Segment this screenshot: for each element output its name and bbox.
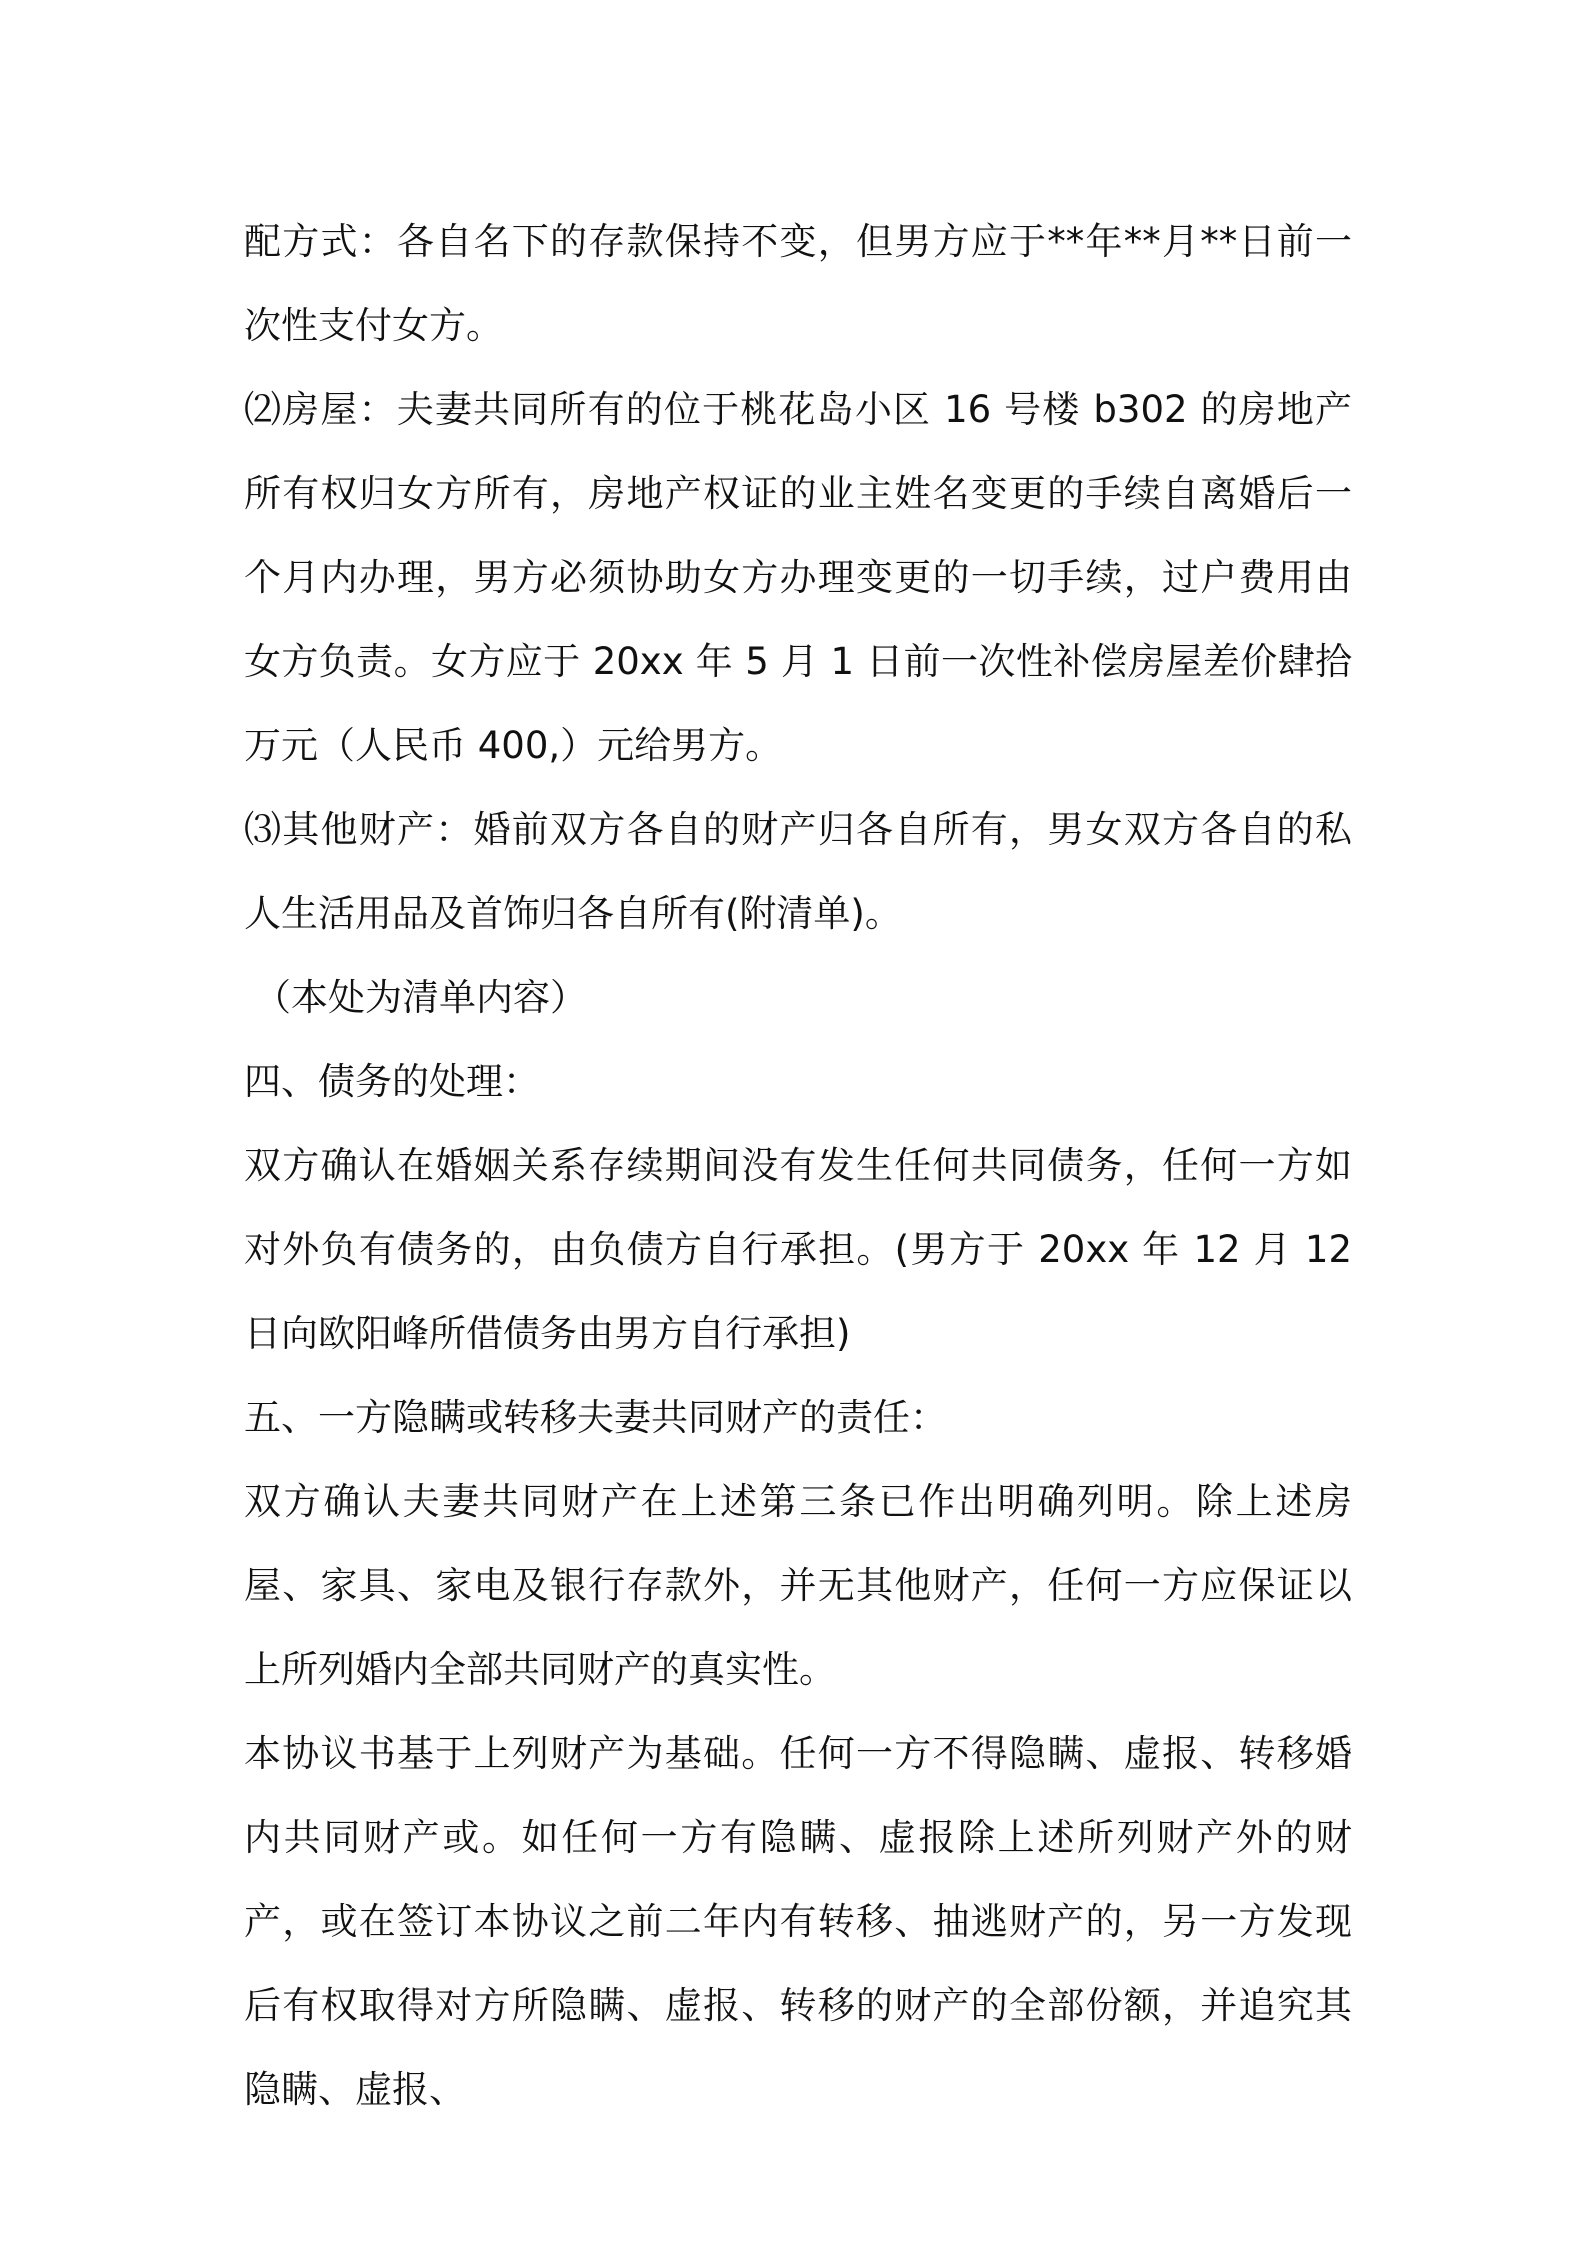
paragraph-concealment-2: 本协议书基于上列财产为基础。任何一方不得隐瞒、虚报、转移婚内共同财产或。如任何一方有隐瞒、虚报除上述所列财产外的财产，或在签订本协议之前二年内有转移、抽逃财产的，另一方发现后有权取得对方所隐瞒、虚报、转移的财产的全部份额，并追究其隐瞒、虚报、 bbox=[244, 1732, 1352, 2111]
paragraph-concealment-1: 双方确认夫妻共同财产在上述第三条已作出明确列明。除上述房屋、家具、家电及银行存款外，并无其他财产，任何一方应保证以上所列婚内全部共同财产的真实性。 bbox=[244, 1480, 1352, 1691]
document-body bbox=[244, 200, 1352, 2132]
section-heading-concealment: 五、一方隐瞒或转移夫妻共同财产的责任： bbox=[244, 1396, 947, 1439]
paragraph-savings-continuation: 配方式：各自名下的存款保持不变，但男方应于**年**月**日前一次性支付女方。 bbox=[244, 220, 1352, 347]
section-heading-debts: 四、债务的处理： bbox=[244, 1060, 540, 1103]
paragraph-house: ⑵房屋：夫妻共同所有的位于桃花岛小区 16 号楼 b302 的房地产所有权归女方所有，房地产权证的业主姓名变更的手续自离婚后一个月内办理，男方必须协助女方办理变更的一切手续，过户费用由女方负责。女方应于 20xx 年 5 月 1 日前一次性补偿房屋差价肆拾万元（人民币 400,）元给男方。 bbox=[244, 388, 1352, 767]
list-placeholder-note: （本处为清单内容） bbox=[254, 976, 587, 1019]
paragraph-other-property: ⑶其他财产：婚前双方各自的财产归各自所有，男女双方各自的私人生活用品及首饰归各自所有(附清单)。 bbox=[244, 808, 1352, 935]
paragraph-debts: 双方确认在婚姻关系存续期间没有发生任何共同债务，任何一方如对外负有债务的，由负债方自行承担。(男方于 20xx 年 12 月 12 日向欧阳峰所借债务由男方自行承担) bbox=[244, 1144, 1352, 1355]
